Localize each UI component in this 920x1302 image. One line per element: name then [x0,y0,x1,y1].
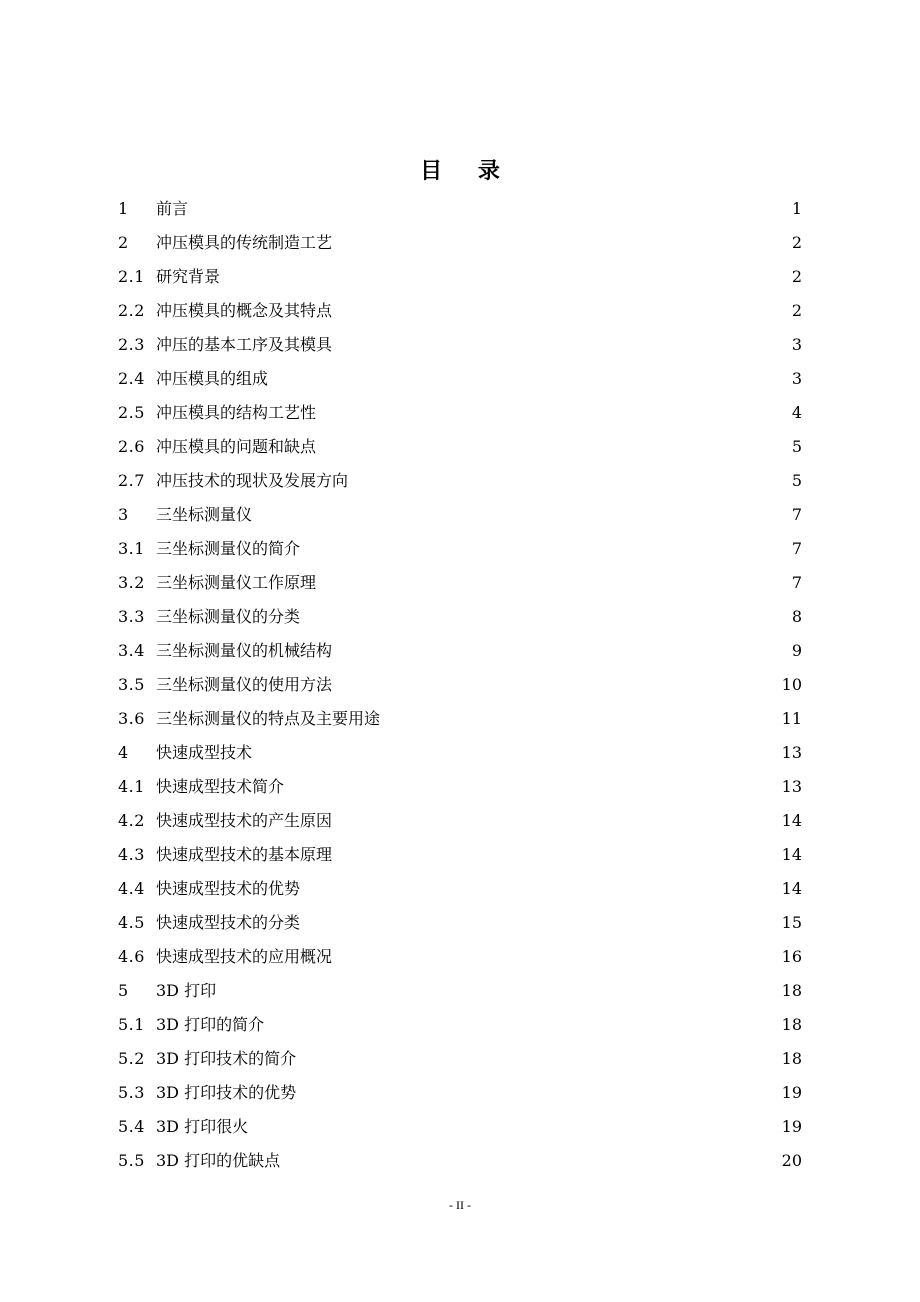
toc-entry-heading [118,770,284,804]
toc-entry-page-number: 11 [781,709,802,728]
toc-entry-heading [118,532,300,566]
toc-entry[interactable] [118,1110,802,1144]
toc-entry-heading [118,464,348,498]
toc-entry-number: 4.4 [118,879,145,898]
toc-entry-number: 3 [118,505,129,524]
toc-entry-number: 2.6 [118,437,145,456]
toc-entry[interactable] [118,940,802,974]
toc-entry-number: 3.6 [118,709,145,728]
toc-entry[interactable] [118,226,802,260]
toc-entry-page-number: 18 [781,1049,802,1068]
toc-entry-title: 冲压技术的现状及发展方向 [156,471,349,490]
toc-entry-title: 三坐标测量仪 [156,505,253,524]
toc-entry-page-number: 3 [791,369,802,388]
toc-entry-heading [118,1110,248,1144]
toc-entry-number: 2.7 [118,471,145,490]
toc-entry[interactable] [118,838,802,872]
toc-entry-page-number: 5 [791,471,802,490]
toc-entry[interactable] [118,1042,802,1076]
toc-entry[interactable] [118,1144,802,1178]
toc-entry-number: 2.4 [118,369,145,388]
toc-entry-page-number: 2 [791,233,802,252]
toc-entry-number: 5.1 [118,1015,145,1034]
toc-entry-heading [118,1144,280,1178]
toc-entry[interactable] [118,192,802,226]
toc-entry-number: 2.3 [118,335,145,354]
toc-entry-page-number: 5 [791,437,802,456]
toc-entry-number: 2 [118,233,129,252]
toc-entry-number: 3.2 [118,573,145,592]
toc-entry-title: 快速成型技术的优势 [156,879,301,898]
toc-entry-heading [118,736,252,770]
toc-entry-title: 快速成型技术的基本原理 [156,845,333,864]
toc-entry-number: 5.5 [118,1151,145,1170]
toc-entry-number: 5.2 [118,1049,145,1068]
toc-entry-page-number: 10 [781,675,802,694]
toc-entry-title: 冲压的基本工序及其模具 [156,335,333,354]
toc-entry[interactable] [118,804,802,838]
toc-entry-title: 3D 打印技术的优势 [156,1083,297,1102]
toc-entry[interactable] [118,634,802,668]
toc-entry-title: 冲压模具的传统制造工艺 [156,233,333,252]
toc-entry-title: 3D 打印 [156,981,217,1000]
toc-entry-number: 3.4 [118,641,145,660]
toc-entry[interactable] [118,906,802,940]
toc-entry[interactable] [118,260,802,294]
toc-entry-page-number: 15 [781,913,802,932]
toc-entry-title: 三坐标测量仪的简介 [156,539,301,558]
toc-entry-heading [118,1008,264,1042]
toc-entry-heading [118,328,332,362]
toc-entry-title: 快速成型技术的应用概况 [156,947,333,966]
toc-entry-heading [118,430,316,464]
toc-entry-heading [118,362,268,396]
toc-entry-title: 3D 打印很火 [156,1117,249,1136]
toc-entry-number: 5.3 [118,1083,145,1102]
toc-entry-page-number: 7 [791,573,802,592]
toc-entry-title: 三坐标测量仪的使用方法 [156,675,333,694]
toc-entry-page-number: 14 [781,811,802,830]
toc-entry-page-number: 4 [791,403,802,422]
toc-entry-page-number: 20 [781,1151,802,1170]
toc-entry-heading [118,1076,296,1110]
toc-entry-title: 3D 打印的简介 [156,1015,265,1034]
toc-entry-page-number: 18 [781,981,802,1000]
toc-entry-page-number: 18 [781,1015,802,1034]
toc-entry-number: 5 [118,981,129,1000]
toc-entry-page-number: 9 [791,641,802,660]
toc-entry[interactable] [118,566,802,600]
toc-entry[interactable] [118,668,802,702]
toc-entry-number: 4 [118,743,129,762]
toc-entry-number: 4.3 [118,845,145,864]
toc-entry-title: 三坐标测量仪工作原理 [156,573,317,592]
toc-entry-page-number: 7 [791,539,802,558]
toc-entry-page-number: 14 [781,879,802,898]
toc-entry-heading [118,226,332,260]
toc-entry-heading [118,396,316,430]
toc-entry-heading [118,566,316,600]
toc-entry-title: 三坐标测量仪的机械结构 [156,641,333,660]
toc-entry-heading [118,872,300,906]
toc-entry[interactable] [118,702,802,736]
toc-entry-page-number: 3 [791,335,802,354]
toc-entry-number: 4.5 [118,913,145,932]
toc-entry-number: 5.4 [118,1117,145,1136]
toc-entry-page-number: 7 [791,505,802,524]
toc-entry[interactable] [118,600,802,634]
toc-entry-heading [118,940,332,974]
toc-entry-heading [118,634,332,668]
toc-entry-page-number: 1 [791,199,802,218]
toc-entry-heading [118,702,380,736]
toc-entry[interactable] [118,396,802,430]
toc-entry-title: 研究背景 [156,267,221,286]
toc-entry[interactable] [118,430,802,464]
toc-entry-title: 冲压模具的问题和缺点 [156,437,317,456]
toc-entry-title: 快速成型技术的产生原因 [156,811,333,830]
toc-entry-title: 3D 打印技术的简介 [156,1049,297,1068]
toc-entry-number: 3.5 [118,675,145,694]
toc-entry-page-number: 13 [781,743,802,762]
toc-entry-number: 4.2 [118,811,145,830]
toc-entry-title: 前言 [156,199,189,218]
toc-entry[interactable] [118,464,802,498]
toc-entry-title: 3D 打印的优缺点 [156,1151,281,1170]
toc-entry[interactable] [118,736,802,770]
toc-entry-page-number: 19 [781,1083,802,1102]
toc-entry-page-number: 2 [791,267,802,286]
toc-entry-heading [118,192,188,226]
toc-entry-number: 3.3 [118,607,145,626]
toc-entry-heading [118,804,332,838]
toc-entry[interactable] [118,498,802,532]
toc-entry-page-number: 16 [781,947,802,966]
toc-entry-heading [118,600,300,634]
toc-title: 目 录 [420,159,514,184]
toc-entry-number: 4.1 [118,777,145,796]
toc-entry-title: 冲压模具的结构工艺性 [156,403,317,422]
table-of-contents [118,192,802,1178]
toc-entry-page-number: 8 [791,607,802,626]
toc-entry-number: 4.6 [118,947,145,966]
toc-entry-page-number: 13 [781,777,802,796]
toc-entry-heading [118,1042,296,1076]
toc-entry-number: 2.2 [118,301,145,320]
toc-entry-title: 快速成型技术简介 [156,777,285,796]
toc-entry[interactable] [118,974,802,1008]
toc-entry-heading [118,906,300,940]
toc-entry-heading [118,260,220,294]
page-number-footer: - II - [449,1198,471,1212]
toc-entry[interactable] [118,362,802,396]
toc-entry-title: 三坐标测量仪的特点及主要用途 [156,709,381,728]
toc-entry[interactable] [118,770,802,804]
toc-entry-number: 2.1 [118,267,145,286]
toc-entry-title: 快速成型技术 [156,743,253,762]
toc-entry-heading [118,838,332,872]
toc-entry-page-number: 2 [791,301,802,320]
toc-entry-number: 3.1 [118,539,145,558]
toc-entry-number: 1 [118,199,129,218]
toc-entry[interactable] [118,532,802,566]
toc-entry-page-number: 14 [781,845,802,864]
toc-entry-number: 2.5 [118,403,145,422]
toc-entry-heading [118,498,252,532]
toc-entry-title: 三坐标测量仪的分类 [156,607,301,626]
toc-entry-heading [118,974,216,1008]
toc-entry-page-number: 19 [781,1117,802,1136]
toc-entry-heading [118,668,332,702]
toc-entry[interactable] [118,872,802,906]
toc-entry-title: 快速成型技术的分类 [156,913,301,932]
toc-entry[interactable] [118,1076,802,1110]
toc-entry[interactable] [118,1008,802,1042]
toc-entry-title: 冲压模具的组成 [156,369,269,388]
toc-entry[interactable] [118,328,802,362]
toc-entry-heading [118,294,332,328]
toc-entry-title: 冲压模具的概念及其特点 [156,301,333,320]
toc-entry[interactable] [118,294,802,328]
